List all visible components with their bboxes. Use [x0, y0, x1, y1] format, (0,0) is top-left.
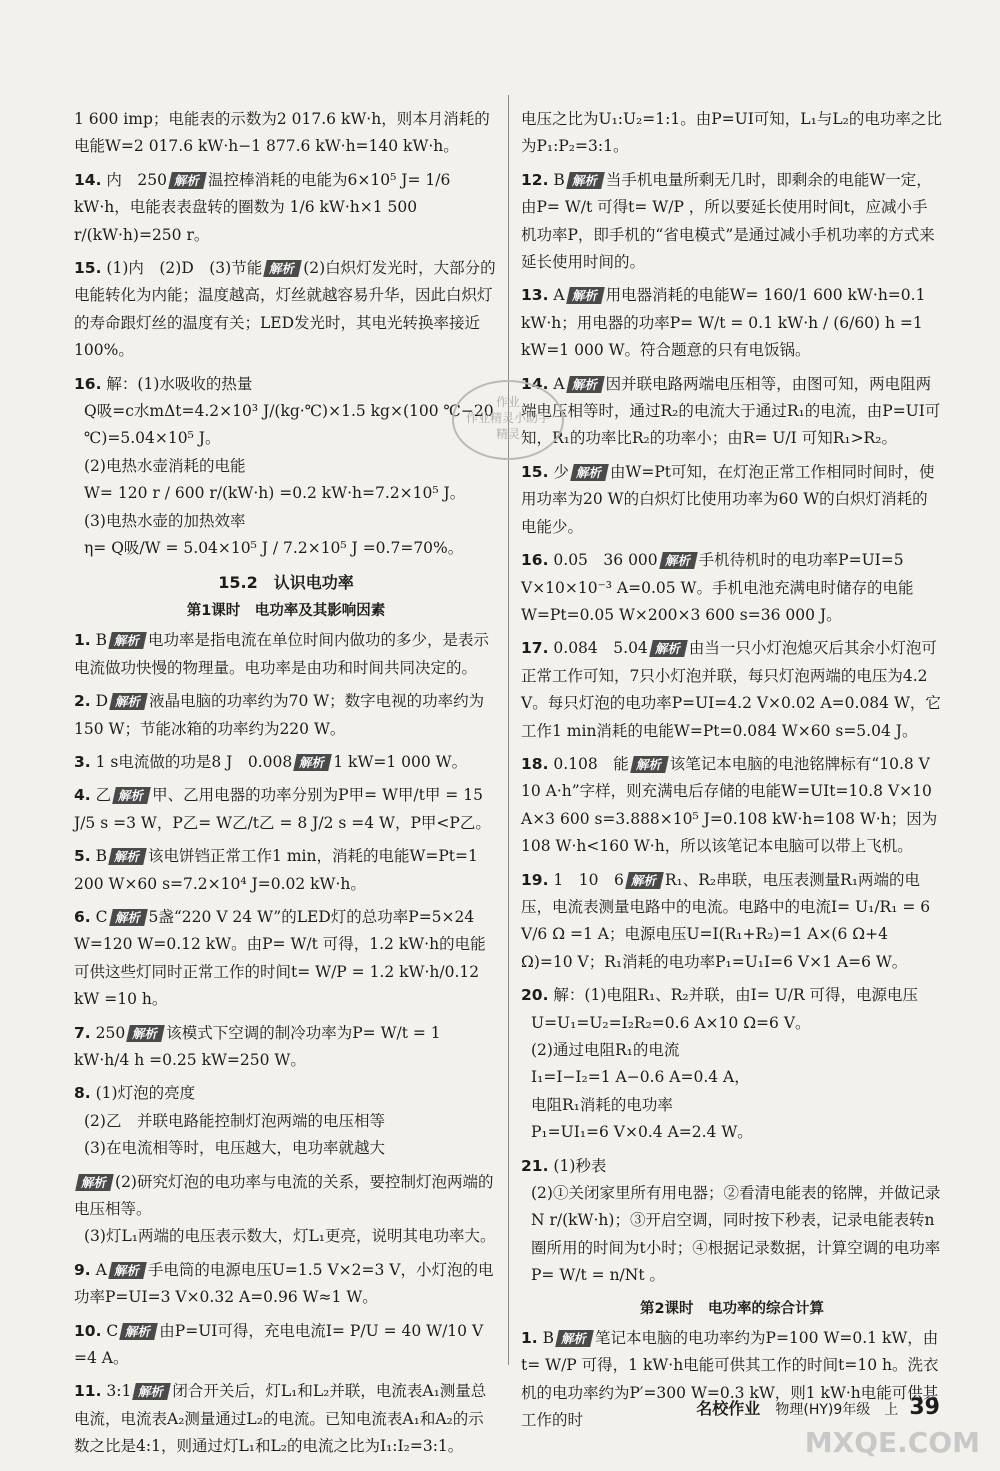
analysis-tag: 解析 — [168, 172, 207, 189]
lesson2-title: 第2课时 电功率的综合计算 — [639, 1300, 825, 1317]
answer-item — [74, 843, 498, 898]
item-text: 笔记本电脑的电功率约为P=100 W=0.1 kW，由t= W/P 可得，1 kW·h电能可供其工作的时间t=10 h。洗衣机的电功率约为P′=300 W=0.3 kW，则1 kW·h电能可供其工作的时 — [521, 1329, 939, 1430]
answer-item — [74, 749, 498, 776]
item-answer: 1 10 6 — [553, 870, 624, 889]
item-number: 17. — [521, 639, 549, 658]
item-answer: A — [553, 286, 565, 305]
item-text: 因并联电路两端电压相等，由图可知，两电阻两端电压相等时，通过R₂的电流大于通过R₁的电流，由P=UI可知，R₁的功率比R₂的功率小；由R= U/I 可知R₁>R₂。 — [521, 374, 941, 448]
analysis-tag: 解析 — [75, 1174, 114, 1191]
item-text: 闭合开关后，灯L₁和L₂并联，电流表A₁测量总电流，电流表A₂测量通过L₂的电流。已知电流表A₁和A₂的示数之比是4:1，则通过灯L₁和L₂的电流之比为I₁:I₂=3:1。 — [74, 1382, 487, 1456]
answer-item — [74, 1378, 498, 1460]
item-number: 16. — [521, 551, 549, 570]
item-text: 电阻R₁消耗的电功率 — [531, 1095, 673, 1114]
analysis-tag: 解析 — [566, 376, 605, 393]
answer-list-lesson1 — [74, 627, 498, 1460]
item-text: η= Q吸/W = 5.04×10⁵ J / 7.2×10⁵ J =0.7=70%。 — [84, 539, 464, 558]
item-text: 该电饼铛正常工作1 min，消耗的电能W=Pt=1 200 W×60 s=7.2×10⁴ J=0.02 kW·h。 — [74, 847, 478, 893]
item-number: 20. — [521, 986, 549, 1005]
item-text: (3)电热水壶的加热效率 — [84, 511, 246, 530]
item-number: 14. — [74, 170, 102, 189]
item-answer: 3:1 — [106, 1382, 132, 1401]
item-text: (3)在电流相等时，电压越大，电功率就越大 — [84, 1139, 385, 1158]
analysis-tag: 解析 — [108, 848, 147, 865]
item-number: 3. — [74, 752, 91, 771]
item-number: 5. — [74, 847, 91, 866]
watermark: MXQE.COM — [804, 1426, 980, 1459]
item-text: (2)乙 并联电路能控制灯泡两端的电压相等 — [84, 1111, 385, 1130]
answer-item — [74, 371, 498, 563]
item-number: 10. — [74, 1321, 102, 1340]
answer-item — [74, 1318, 498, 1373]
item-answer: B — [95, 631, 108, 650]
footer-subject: 物理(HY)9年级 上 — [775, 1402, 899, 1418]
item-text: 用电器消耗的电能W= 160/1 600 kW·h=0.1 kW·h；用电器的功率P= W/t = 0.1 kW·h / (6/60) h =1 kW=1 000 W。符合题意的只有电饭锅。 — [521, 286, 926, 360]
analysis-tag: 解析 — [630, 756, 669, 773]
right-column — [521, 106, 943, 1441]
item-number: 15. — [74, 259, 102, 278]
item-text: I₁=I−I₂=1 A−0.6 A=0.4 A， — [531, 1068, 750, 1087]
homework-stamp: 作业 作业精灵小助手 精灵 — [452, 380, 564, 460]
item-answer: C — [95, 907, 108, 926]
answer-item — [521, 106, 943, 161]
analysis-tag: 解析 — [566, 287, 605, 304]
item-text: 手机待机时的电功率P=UI=5 V×10×10⁻³ A=0.05 W。手机电池充满电时储存的电能W=Pt=0.05 W×200×3 600 s=36 000 J。 — [521, 551, 914, 624]
analysis-tag: 解析 — [108, 632, 147, 649]
item-text: 该模式下空调的制冷功率为P= W/t = 1 kW·h/4 h =0.25 kW=250 W。 — [74, 1023, 441, 1069]
analysis-tag: 解析 — [625, 872, 664, 889]
item-text: 由W=Pt可知，在灯泡正常工作相同时间时，使用功率为20 W的白炽灯比使用功率为60 W的白炽灯消耗的电能少。 — [521, 462, 935, 536]
answer-list-right — [521, 106, 943, 1290]
item-text: P₁=UI₁=6 V×0.4 A=2.4 W。 — [531, 1123, 753, 1142]
item-answer: B — [95, 847, 108, 866]
answer-item — [521, 282, 943, 364]
item-text: (3)灯L₁两端的电压表示数大，灯L₁更亮，说明其电功率大。 — [84, 1227, 496, 1246]
answer-item — [74, 782, 498, 837]
item-text: 液晶电脑的功率约为70 W；数字电视的功率约为150 W；节能冰箱的功率约为220 W。 — [74, 692, 485, 738]
item-text: Q吸=c水mΔt=4.2×10³ J/(kg·℃)×1.5 kg×(100 ℃−20 ℃)=5.04×10⁵ J。 — [84, 402, 494, 448]
item-text: R₁、R₂串联，电压表测量R₁两端的电压，电流表测量电路中的电流。电路中的电流I= U₁/R₁ = 6 V/6 Ω =1 A；电源电压U=I(R₁+R₂)=1 A×(6 Ω+4 Ω)=10 V；R₁消耗的电功率P₁=U₁I=6 V×1 A=6 W。 — [521, 870, 931, 971]
section-title: 15.2 认识电功率 — [218, 572, 354, 592]
answer-item — [74, 255, 498, 365]
item-number: 1. — [74, 631, 91, 650]
answer-list-top — [74, 106, 498, 563]
item-text: U=U₁=U₂=I₂R₂=0.6 A×10 Ω=6 V。 — [531, 1013, 811, 1032]
item-number: 7. — [74, 1023, 91, 1042]
item-answer: 0.084 5.04 — [553, 639, 648, 658]
item-number: 13. — [521, 286, 549, 305]
analysis-tag: 解析 — [293, 754, 332, 771]
item-text: (2)白炽灯发光时，大部分的电能转化为内能；温度越高，灯丝就越容易升华，因此白炽灯的寿命跟灯丝的温度有关；LED发光时，其电光转换率接近100%。 — [74, 259, 496, 360]
answer-item — [521, 635, 943, 745]
column-divider — [508, 95, 509, 1365]
analysis-tag: 解析 — [109, 909, 148, 926]
item-answer: (1)灯泡的亮度 — [95, 1084, 196, 1103]
item-text: (2)通过电阻R₁的电流 — [531, 1041, 680, 1059]
item-number: 9. — [74, 1260, 91, 1279]
item-number: 2. — [74, 692, 91, 711]
item-text: 该笔记本电脑的电池铭牌标有“10.8 V 10 A·h”字样，则充满电后存储的电能W=UIt=10.8 V×10 A×3 600 s=3.888×10⁵ J=0.108 kW·h=108 W·h；因为108 W·h<160 W·h，所以该笔记本电脑可以带上飞机。 — [521, 754, 938, 856]
analysis-tag: 解析 — [566, 172, 605, 189]
item-answer: 0.05 36 000 — [553, 551, 658, 570]
analysis-tag: 解析 — [659, 552, 698, 569]
item-answer: 解：(1)电阻R₁、R₂并联，由I= U/R 可得，电源电压 — [553, 986, 919, 1005]
answer-item — [521, 459, 943, 541]
item-number: 21. — [521, 1156, 549, 1175]
item-number: 19. — [521, 870, 549, 889]
item-text: 甲、乙用电器的功率分别为P甲= W甲/t甲 = 15 J/5 s =3 W，P乙= W乙/t乙 = 8 J/2 s =4 W，P甲<P乙。 — [74, 786, 491, 832]
item-text: 由P=UI可得，充电电流I= P/U = 40 W/10 V =4 A。 — [74, 1321, 484, 1368]
item-number: 18. — [521, 754, 549, 773]
answer-item — [74, 688, 498, 743]
analysis-tag: 解析 — [126, 1025, 165, 1042]
item-number: 12. — [521, 170, 549, 189]
analysis-tag: 解析 — [570, 464, 609, 481]
item-answer: 少 — [553, 462, 569, 481]
item-answer: 250 — [95, 1023, 126, 1042]
item-number: 16. — [74, 374, 102, 393]
answer-item — [521, 371, 943, 453]
item-text: 当手机电量所剩无几时，即剩余的电能W一定，由P= W/t 可得t= W/P ，所以要延长使用时间t，应减小手机功率P，即手机的“省电模式”是通过减小手机功率的方式来延长使用时间的。 — [521, 170, 935, 272]
item-answer: B — [542, 1329, 555, 1348]
item-text: 温控棒消耗的电能为6×10⁵ J= 1/6 kW·h，电能表表盘转的圈数为 1/6 kW·h×1 500 r/(kW·h)=250 r。 — [74, 170, 451, 244]
item-answer: 解：(1)水吸收的热量 — [106, 374, 253, 393]
item-text: (2)电热水壶消耗的电能 — [84, 456, 246, 475]
item-text: (2)①关闭家里所有用电器；②看清电能表的铭牌，并做记录N r/(kW·h)；③开启空调，同时按下秒表，记录电能表转n圈所用的时间为t小时；④根据记录数据，计算空调的电功率P= W/t = n/Nt 。 — [531, 1184, 941, 1285]
item-number: 14. — [521, 374, 549, 393]
analysis-tag: 解析 — [133, 1383, 172, 1400]
item-number: 11. — [74, 1382, 102, 1401]
item-text: 由当一只小灯泡熄灭后其余小灯泡可正常工作可知，7只小灯泡并联，每只灯泡两端的电压为4.2 V。每只灯泡的电功率P=UI=4.2 V×0.02 A=0.084 W，它工作1 min消耗的电能W=Pt=0.084 W×60 s=5.04 J。 — [521, 639, 941, 740]
analysis-tag: 解析 — [109, 693, 148, 710]
item-text: (2)研究灯泡的电功率与电流的关系，要控制灯泡两端的电压相等。 — [74, 1172, 494, 1219]
item-text: 手电筒的电源电压U=1.5 V×2=3 V，小灯泡的电功率P=UI=3 V×0.32 A=0.96 W≈1 W。 — [74, 1260, 494, 1307]
answer-item — [74, 1257, 498, 1312]
item-number: 4. — [74, 786, 91, 805]
answer-item — [521, 751, 943, 861]
answer-item — [521, 1153, 943, 1290]
item-answer: 0.108 能 — [553, 754, 629, 773]
item-answer: 1 s电流做的功是8 J 0.008 — [95, 752, 293, 771]
item-text: 5盏“220 V 24 W”的LED灯的总功率P=5×24 W=120 W=0.12 kW。由P= W/t 可得，1.2 kW·h的电能可供这些灯同时正常工作的时间t= W/P = 1.2 kW·h/0.12 kW =10 h。 — [74, 907, 486, 1009]
item-answer: 内 250 — [106, 170, 167, 189]
answer-item — [521, 167, 943, 277]
answer-item — [521, 547, 943, 629]
item-answer: 乙 — [95, 786, 112, 805]
answer-item — [74, 1169, 498, 1251]
item-text: 1 kW=1 000 W。 — [333, 752, 468, 771]
page-footer — [696, 1395, 940, 1420]
answer-item — [521, 982, 943, 1146]
analysis-tag: 解析 — [555, 1330, 594, 1347]
item-answer: B — [553, 170, 565, 189]
analysis-tag: 解析 — [112, 787, 151, 804]
analysis-tag: 解析 — [108, 1262, 147, 1279]
item-answer: (1)秒表 — [553, 1156, 607, 1175]
analysis-tag: 解析 — [263, 260, 302, 277]
left-column — [74, 106, 498, 1467]
answer-item — [74, 904, 498, 1014]
item-text: 电功率是指电流在单位时间内做功的多少，是表示电流做功快慢的物理量。电功率是由功和时间共同决定的。 — [74, 631, 490, 677]
item-number: 6. — [74, 907, 91, 926]
item-answer: A — [95, 1260, 107, 1279]
item-number: 8. — [74, 1084, 91, 1103]
footer-brand: 名校作业 — [696, 1399, 761, 1418]
answer-item — [74, 1080, 498, 1162]
item-text: 1 600 imp；电能表的示数为2 017.6 kW·h，则本月消耗的电能W=2 017.6 kW·h−1 877.6 kW·h=140 kW·h。 — [74, 110, 490, 156]
item-number: 1. — [521, 1329, 538, 1348]
answer-item — [74, 106, 498, 161]
item-answer: A — [553, 374, 565, 393]
answer-item — [74, 167, 498, 249]
page-number: 39 — [909, 1395, 940, 1420]
analysis-tag: 解析 — [649, 640, 688, 657]
item-text: 电压之比为U₁:U₂=1:1。由P=UI可知，L₁与L₂的电功率之比为P₁:P₂=3:1。 — [521, 110, 942, 156]
lesson1-title: 第1课时 电功率及其影响因素 — [186, 602, 386, 619]
answer-item — [74, 1020, 498, 1075]
answer-item — [521, 867, 943, 977]
answer-item — [74, 627, 498, 682]
item-text: W= 120 r / 600 r/(kW·h) =0.2 kW·h=7.2×10⁵ J。 — [84, 484, 466, 503]
item-number: 15. — [521, 462, 549, 481]
item-answer: C — [106, 1321, 119, 1340]
item-answer: D — [95, 692, 109, 711]
analysis-tag: 解析 — [119, 1323, 158, 1340]
item-answer: (1)内 (2)D (3)节能 — [106, 259, 263, 278]
